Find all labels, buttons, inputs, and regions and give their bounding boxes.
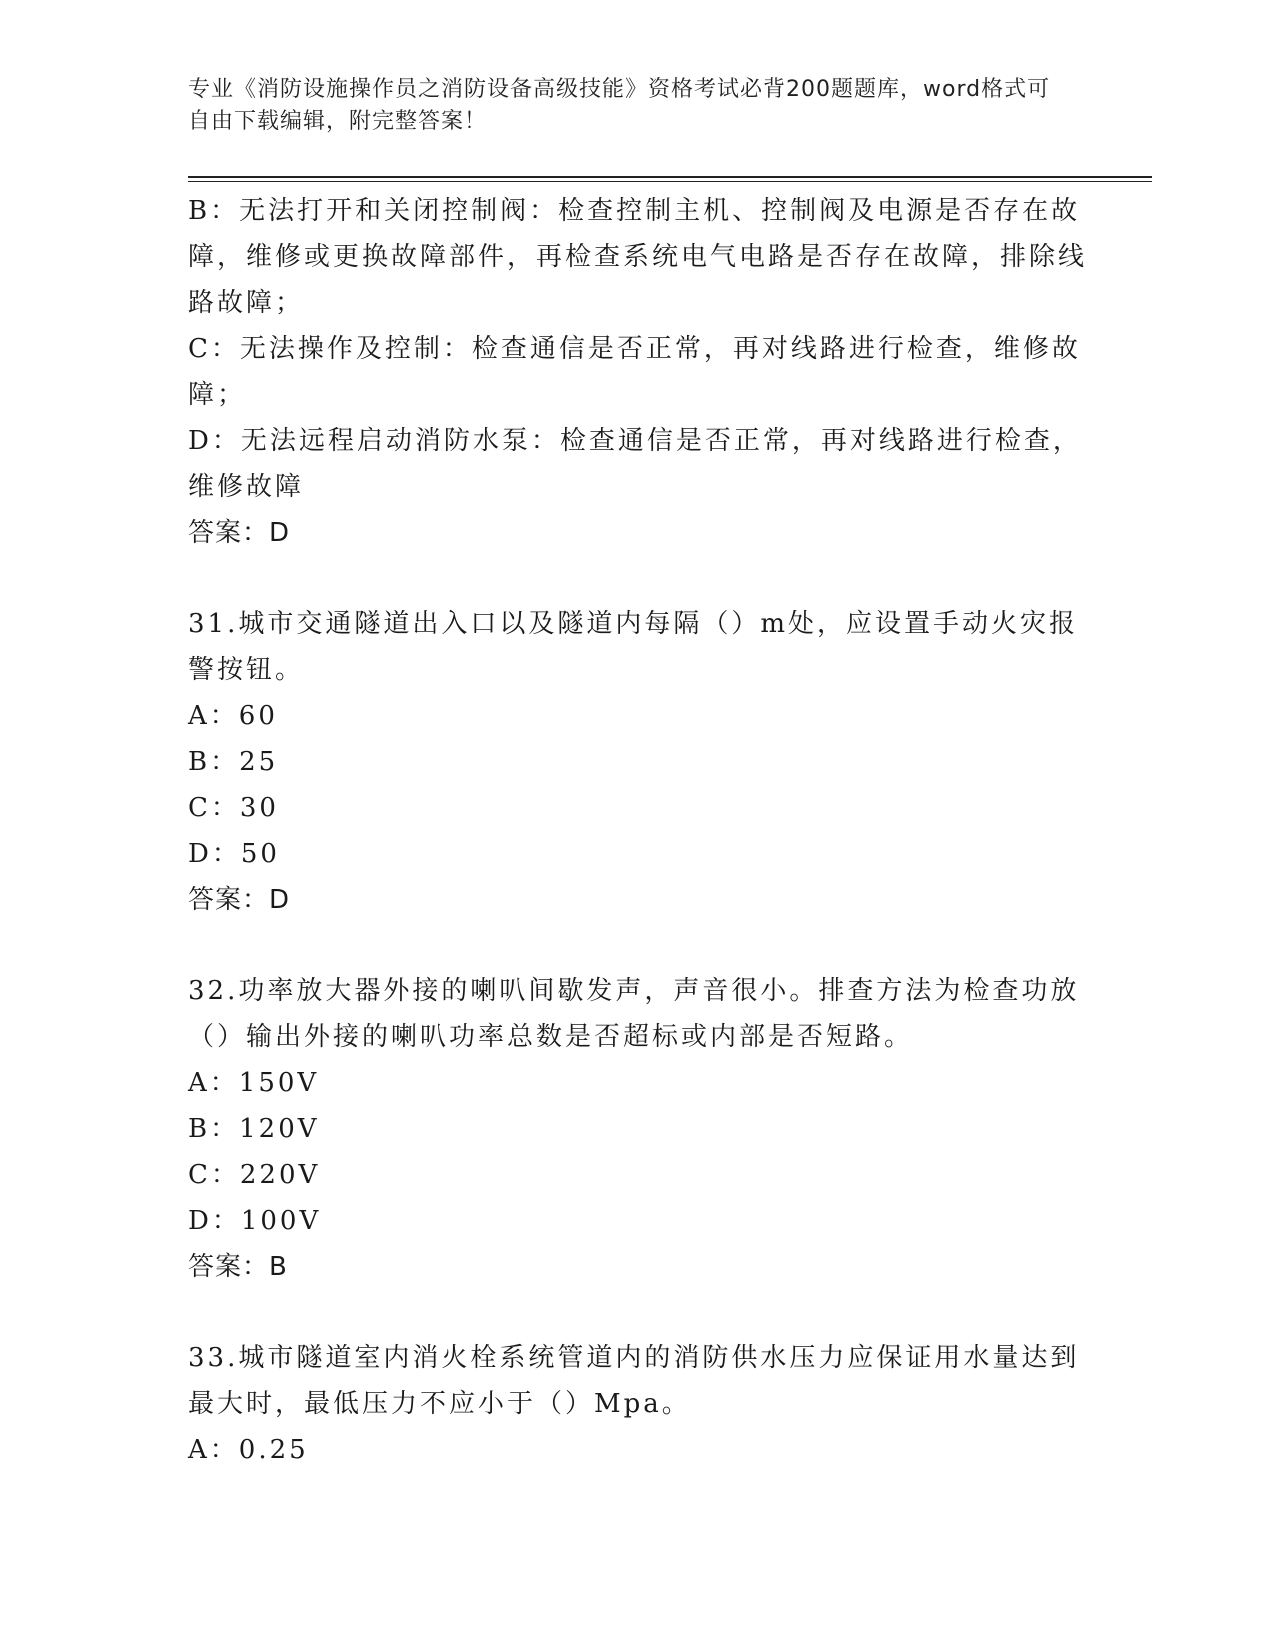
question-answer: 答案：D: [188, 885, 291, 915]
option-c: C：220V: [188, 1160, 321, 1190]
question-spacer: [188, 923, 1088, 968]
question-spacer: [188, 556, 1088, 601]
question-stem: 33.城市隧道室内消火栓系统管道内的消防供水压力应保证用水量达到最大时，最低压力不应小于（）Mpa。: [188, 1343, 1080, 1419]
question-spacer: [188, 1290, 1088, 1335]
question-answer: 答案：B: [188, 1252, 288, 1282]
prev-question-option-d: D：无法远程启动消防水泵：检查通信是否正常，再对线路进行检查，维修故障: [188, 426, 1082, 502]
header-divider-thick: [188, 176, 1152, 178]
option-a: A：0.25: [188, 1435, 309, 1465]
question-32: [188, 968, 1088, 1290]
question-31: [188, 601, 1088, 923]
document-body: [188, 188, 1088, 1473]
question-stem: 32.功率放大器外接的喇叭间歇发声，声音很小。排查方法为检查功放（）输出外接的喇叭功率总数是否超标或内部是否短路。: [188, 976, 1080, 1052]
option-d: D：100V: [188, 1206, 322, 1236]
option-a: A：60: [188, 701, 278, 731]
option-b: B：25: [188, 747, 279, 777]
option-b: B：120V: [188, 1114, 320, 1144]
question-33: [188, 1335, 1088, 1473]
option-a: A：150V: [188, 1068, 320, 1098]
option-d: D：50: [188, 839, 280, 869]
prev-question-answer: 答案：D: [188, 518, 291, 548]
question-stem: 31.城市交通隧道出入口以及隧道内每隔（）m处，应设置手动火灾报警按钮。: [188, 609, 1079, 685]
document-header-title: 专业《消防设施操作员之消防设备高级技能》资格考试必背200题题库，word格式可自由下载编辑，附完整答案！: [188, 77, 1051, 134]
header-divider-thin: [188, 181, 1152, 182]
option-c: C：30: [188, 793, 279, 823]
prev-question-option-b: B：无法打开和关闭控制阀：检查控制主机、控制阀及电源是否存在故障，维修或更换故障部件，再检查系统电气电路是否存在故障，排除线路故障；: [188, 196, 1088, 318]
prev-question-option-c: C：无法操作及控制：检查通信是否正常，再对线路进行检查，维修故障；: [188, 334, 1081, 410]
